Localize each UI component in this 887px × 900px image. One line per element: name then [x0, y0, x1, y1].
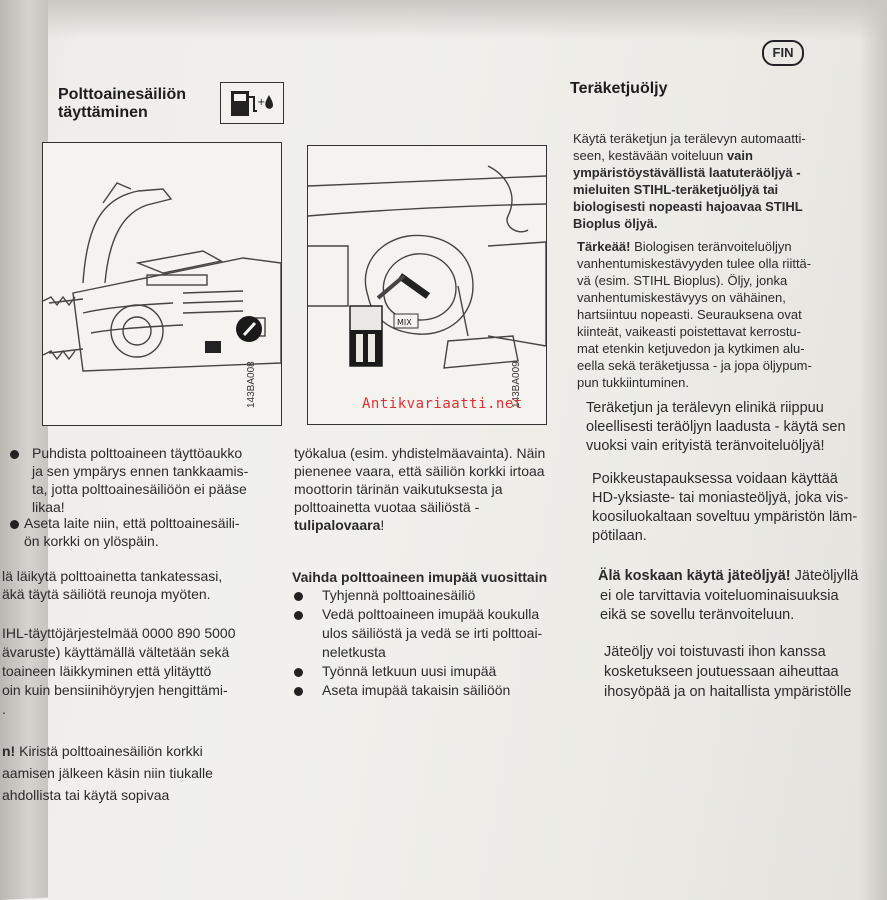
p4-line1: Poikkeustapauksessa voidaan käyttää [592, 471, 838, 487]
fire-warning: tulipalovaara [294, 517, 381, 533]
p2-line2: vanhentumiskestävyyden tulee olla riittä- [577, 256, 812, 271]
bullet1-line1: Puhdista polttoaineen täyttöaukko [32, 445, 243, 461]
p3-line2: oleellisesti teräöljyn laadusta - käytä sen [586, 419, 846, 435]
fuel-pump-icon [220, 82, 284, 124]
step1: Tyhjennä polttoainesäiliö [322, 587, 476, 603]
p5-first: Jäteöljyllä [790, 568, 859, 584]
p3-line1: Teräketjun ja terälevyn elinikä riippuu [586, 400, 824, 416]
cont-line1: työkalua (esim. yhdistelmäavainta). Näin [294, 445, 546, 461]
p5-line1 [598, 567, 858, 586]
p2-line6: kiinteät, vaikeasti poistettavat kerrostu- [577, 324, 801, 339]
step3: Työnnä letkuun uusi imupää [322, 663, 497, 679]
p2-line5: hartsiintuu nopeasti. Seurauksena ovat [577, 307, 802, 322]
p6-line3: ihosyöpää ja on haitallista ympäristölle [604, 684, 852, 700]
p6-line2: kosketukseen joutuessaan aiheuttaa [604, 664, 839, 680]
step2-line3: neletkusta [322, 644, 386, 660]
section-title-line2: täyttäminen [58, 104, 148, 121]
bullet-dot [294, 668, 303, 677]
step2-line2: ulos säiliöstä ja vedä se irti polttoai- [322, 625, 543, 641]
p2-line3: vä (esim. STIHL Bioplus). Öljy, jonka [577, 273, 788, 288]
bullet1-line3: ta, jotta polttoainesäiliöön ei pääse [32, 481, 247, 497]
para3-line2: aamisen jälkeen käsin niin tiukalle [2, 765, 213, 781]
p1-line1: Käytä teräketjun ja terälevyn automaatti- [573, 131, 806, 146]
watermark-text: Antikvariaatti.net [362, 396, 523, 412]
bullet-dot [10, 520, 19, 529]
p2-line7: mat etenkin ketjuvedon ja kytkimen alu- [577, 341, 805, 356]
bullet-dot [10, 450, 19, 459]
page-top-shadow [40, 0, 887, 40]
cont-line2: pienenee vaara, että säiliön korkki irtoaa [294, 463, 545, 479]
p5-line2: ei ole tarvittavia voiteluominaisuuksia [600, 588, 839, 604]
para3-line3: ahdollista tai käytä sopivaa [2, 787, 170, 803]
p4-line3: koosiluokaltaan soveltuu ympäristön läm- [592, 509, 858, 525]
step2: Vedä polttoaineen imupää koukulla [322, 606, 540, 622]
bullet-dot [294, 611, 303, 620]
bullet2-line1: Aseta laite niin, että polttoainesäili- [24, 515, 240, 531]
right-title: Teräketjuöljy [570, 80, 668, 97]
p2-bold: Tärkeää! [577, 239, 631, 254]
p2-line8: eella sekä teräketjussa - ja jopa öljypum- [577, 358, 812, 373]
language-badge: FIN [762, 40, 804, 66]
para2-line5: . [2, 701, 6, 717]
cont-line4: polttoainetta vuotaa säiliöstä - [294, 499, 480, 515]
p2-line1 [577, 238, 792, 255]
figure1-code: 143BA008 [246, 361, 257, 408]
step4: Aseta imupää takaisin säiliöön [322, 682, 511, 698]
bullet1-line4: likaa! [32, 499, 65, 515]
cont-line5 [294, 516, 384, 534]
para3-first: Kiristä polttoainesäiliön korkki [15, 743, 203, 759]
p1-line2 [573, 147, 753, 164]
bullet-dot [294, 592, 303, 601]
para3-line1 [2, 742, 203, 760]
p4-line2: HD-yksiaste- tai moniasteöljyä, joka vis- [592, 490, 849, 506]
p2-line4: vanhentumiskestävyys on vähäinen, [577, 290, 786, 305]
mix-label: MIX [397, 318, 412, 327]
figure2-code: 143BA009 [511, 361, 522, 408]
p2-line9: pun tukkiintuminen. [577, 375, 690, 390]
bullet1-line2: ja sen ympärys ennen tankkaamis- [32, 463, 249, 479]
para2-line1: IHL-täyttöjärjestelmää 0000 890 5000 [2, 625, 236, 641]
p6-line1: Jäteöljy voi toistuvasti ihon kanssa [604, 644, 826, 660]
para2-line3: toaineen läikkyminen että ylitäyttö [2, 663, 212, 679]
p1-vain: vain [726, 148, 753, 163]
svg-text:+: + [257, 97, 266, 108]
p1-bold-line1: ympäristöystävällistä laatuteräöljyä - [573, 165, 801, 180]
para2-line2: ävaruste) käyttämällä vältetään sekä [2, 644, 230, 660]
p1-bold-line2: mieluiten STIHL-teräketjuöljyä tai [573, 182, 779, 197]
para1-line2: äkä täytä säiliötä reunoja myöten. [2, 586, 211, 602]
p1-bold-line4: Bioplus öljyä. [573, 216, 658, 231]
bullet-dot [294, 687, 303, 696]
p4-line4: pötilaan. [592, 528, 647, 544]
bullet2-line2: ön korkki on ylöspäin. [24, 533, 159, 549]
p1-bold-line3: biologisesti nopeasti hajoavaa STIHL [573, 199, 803, 214]
p3-line3: vuoksi vain erityistä teränvoiteluöljyä! [586, 438, 825, 454]
page-right-edge [859, 0, 887, 900]
p1-line2-text: seen, kestävään voiteluun [573, 148, 724, 163]
para1-line1: lä läikytä polttoainetta tankatessasi, [2, 568, 223, 584]
p5-bold: Älä koskaan käytä jäteöljyä! [598, 568, 791, 584]
cont-end: ! [380, 517, 385, 533]
p5-line3: eikä se sovellu teränvoiteluun. [600, 607, 795, 623]
cont-line3: moottorin tärinän vaikutuksesta ja [294, 481, 503, 497]
subheading: Vaihda polttoaineen imupää vuosittain [292, 569, 548, 585]
para2-line4: oin kuin bensiinihöyryjen hengittämi- [2, 682, 228, 698]
section-title-line1: Polttoainesäiliön [58, 86, 187, 103]
p2-first: Biologisen teränvoiteluöljyn [630, 239, 792, 254]
para3-bold: n! [2, 743, 16, 759]
